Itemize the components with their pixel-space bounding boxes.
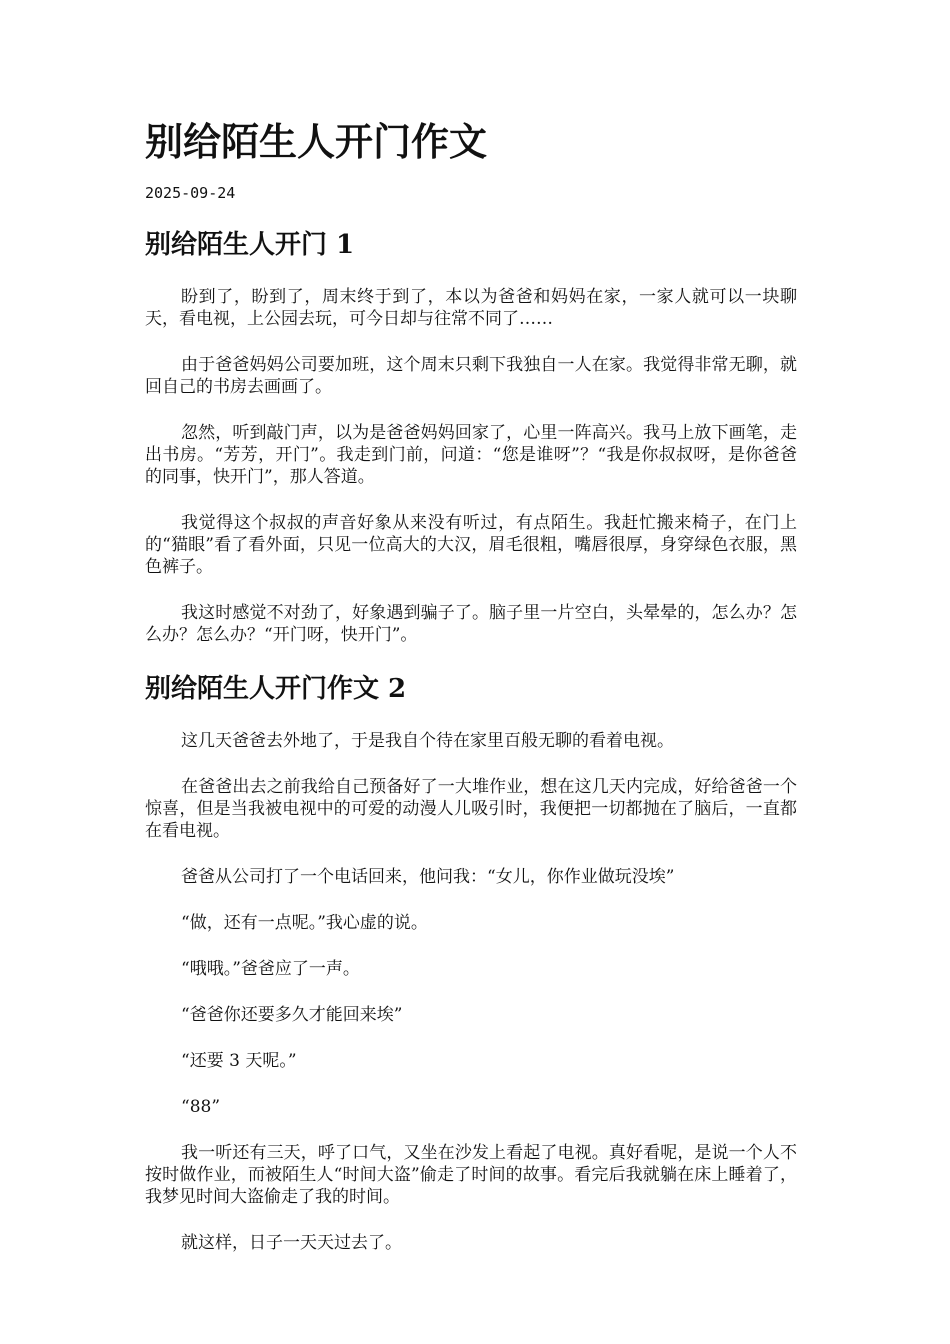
paragraph: “88” xyxy=(181,1097,221,1117)
paragraph: “还要 3 天呢。” xyxy=(181,1051,297,1071)
article-body xyxy=(145,226,797,1278)
paragraph: 我一听还有三天，呼了口气，又坐在沙发上看起了电视。真好看呢，是说一个人不按时做作业，而被陌生人“时间大盗”偷走了时间的故事。看完后我就躺在床上睡着了，我梦见时间大盗偷走了我的时间。 xyxy=(145,1143,797,1207)
paragraph: 爸爸从公司打了一个电话回来，他问我：“女儿，你作业做玩没埃” xyxy=(181,867,675,887)
paragraph: 盼到了，盼到了，周末终于到了，本以为爸爸和妈妈在家，一家人就可以一块聊天，看电视，上公园去玩，可今日却与往常不同了…… xyxy=(145,287,797,329)
paragraph: 在爸爸出去之前我给自己预备好了一大堆作业，想在这几天内完成，好给爸爸一个惊喜，但是当我被电视中的可爱的动漫人儿吸引时，我便把一切都抛在了脑后，一直都在看电视。 xyxy=(145,777,797,841)
paragraph: “哦哦。”爸爸应了一声。 xyxy=(181,959,360,979)
paragraph: “爸爸你还要多久才能回来埃” xyxy=(181,1005,403,1025)
section-heading-1: 别给陌生人开门 1 xyxy=(145,230,355,260)
section-heading-2: 别给陌生人开门作文 2 xyxy=(145,674,407,704)
paragraph: “做，还有一点呢。”我心虚的说。 xyxy=(181,913,428,933)
paragraph: 忽然，听到敲门声，以为是爸爸妈妈回家了，心里一阵高兴。我马上放下画笔，走出书房。“芳芳，开门”。我走到门前，问道：“您是谁呀”？“我是你叔叔呀，是你爸爸的同事，快开门”，那人答道。 xyxy=(145,423,797,487)
paragraph: 这几天爸爸去外地了，于是我自个待在家里百般无聊的看着电视。 xyxy=(181,731,674,751)
paragraph: 我觉得这个叔叔的声音好象从来没有听过，有点陌生。我赶忙搬来椅子，在门上的“猫眼”看了看外面，只见一位高大的大汉，眉毛很粗，嘴唇很厚，身穿绿色衣服，黑色裤子。 xyxy=(145,513,797,577)
paragraph: 由于爸爸妈妈公司要加班，这个周末只剩下我独自一人在家。我觉得非常无聊，就回自己的书房去画画了。 xyxy=(145,355,797,397)
publish-date: 2025-09-24 xyxy=(145,184,236,202)
page-title: 别给陌生人开门作文 xyxy=(145,119,488,164)
paragraph: 我这时感觉不对劲了，好象遇到骗子了。脑子里一片空白，头晕晕的，怎么办？怎么办？怎么办？“开门呀，快开门”。 xyxy=(145,603,797,645)
paragraph: 就这样，日子一天天过去了。 xyxy=(181,1233,402,1253)
